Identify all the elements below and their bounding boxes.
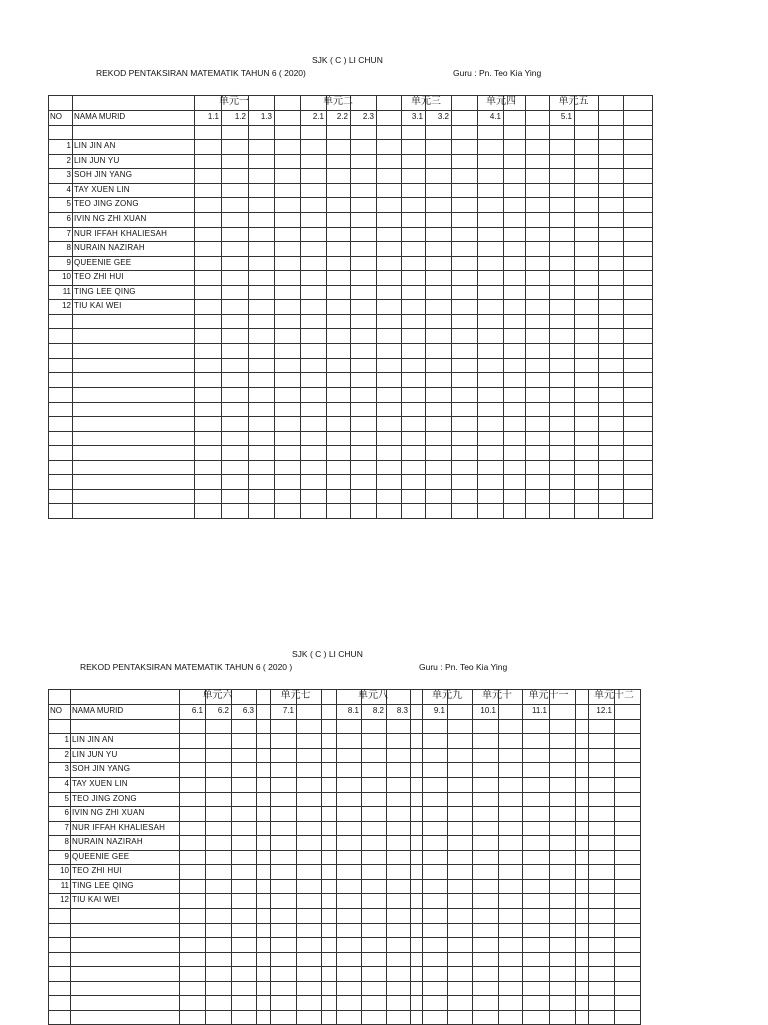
student-name: QUEENIE GEE — [72, 852, 130, 861]
grid-col-line — [300, 95, 301, 519]
student-name: TAY XUEN LIN — [74, 185, 130, 194]
grid-col-line — [472, 689, 473, 1025]
student-name: LIN JUN YU — [72, 750, 118, 759]
unit-header: 单元十 — [482, 690, 512, 701]
grid-row-line — [48, 937, 640, 938]
grid-row-line — [48, 748, 640, 749]
grid-col-line — [386, 689, 387, 1025]
subunit-header: 6.2 — [217, 706, 229, 715]
grid-row-line — [48, 923, 640, 924]
student-no: 4 — [66, 185, 71, 194]
grid-col-line — [503, 95, 504, 519]
grid-row-line — [48, 777, 640, 778]
grid-col-line — [410, 689, 411, 1025]
subunit-header: 2.3 — [362, 112, 374, 121]
unit-header: 单元十一 — [528, 690, 569, 701]
subunit-header: 8.1 — [347, 706, 359, 715]
student-no: 10 — [62, 272, 71, 281]
school-name-2: SJK ( C ) LI CHUN — [292, 649, 363, 659]
grid-col-line — [425, 95, 426, 519]
student-name: IVIN NG ZHI XUAN — [72, 808, 145, 817]
unit-header: 单元五 — [558, 96, 589, 107]
column-header-name: NAMA MURID — [74, 112, 126, 121]
grid-col-line — [422, 689, 423, 1025]
grid-col-line — [326, 95, 327, 519]
student-no: 12 — [62, 301, 71, 310]
student-name: TEO ZHI HUI — [72, 866, 122, 875]
unit-header: 单元七 — [280, 690, 311, 701]
student-name: LIN JIN AN — [74, 141, 116, 150]
unit-header: 单元四 — [486, 96, 516, 107]
student-name: TAY XUEN LIN — [72, 779, 128, 788]
student-name: NURAIN NAZIRAH — [74, 243, 145, 252]
grid-col-line — [336, 689, 337, 1025]
student-name: IVIN NG ZHI XUAN — [74, 214, 147, 223]
unit-header: 单元三 — [411, 96, 441, 107]
student-name: SOH JIN YANG — [74, 170, 133, 179]
grid-col-line — [205, 689, 206, 1025]
student-no: 8 — [64, 837, 69, 846]
student-name: LIN JIN AN — [72, 735, 114, 744]
grid-col-line — [296, 689, 297, 1025]
grid-col-line — [498, 689, 499, 1025]
grid-row-line — [48, 1010, 640, 1011]
grid-col-line — [350, 95, 351, 519]
grid-col-line — [274, 95, 275, 519]
student-name: NURAIN NAZIRAH — [72, 837, 143, 846]
student-name: SOH JIN YANG — [72, 764, 131, 773]
column-header-no: NO — [50, 706, 62, 715]
student-no: 9 — [64, 852, 69, 861]
grid-row-line — [48, 952, 640, 953]
subunit-header: 3.1 — [411, 112, 423, 121]
subunit-header: 12.1 — [596, 706, 612, 715]
school-name-1: SJK ( C ) LI CHUN — [312, 55, 383, 65]
grid-col-line — [194, 95, 195, 519]
grid-col-line — [221, 95, 222, 519]
subunit-header: 11.1 — [532, 706, 547, 715]
grid-col-line — [321, 689, 322, 1025]
subunit-header: 1.3 — [260, 112, 272, 121]
record-title-2: REKOD PENTAKSIRAN MATEMATIK TAHUN 6 ( 2020 ) — [80, 662, 293, 672]
column-header-no: NO — [50, 112, 62, 121]
student-no: 5 — [66, 199, 71, 208]
subunit-header: 7.1 — [282, 706, 294, 715]
unit-header: 单元十二 — [594, 690, 634, 701]
grid-row-line — [48, 908, 640, 909]
student-no: 1 — [66, 141, 71, 150]
subunit-header: 6.1 — [191, 706, 203, 715]
grid-row-line — [48, 762, 640, 763]
student-no: 7 — [64, 823, 69, 832]
student-no: 12 — [60, 895, 69, 904]
student-name: TIU KAI WEI — [74, 301, 122, 310]
grid-row-line — [48, 966, 640, 967]
student-no: 9 — [66, 258, 71, 267]
student-no: 11 — [60, 881, 69, 890]
unit-header: 单元二 — [323, 96, 353, 107]
grid-row-line — [48, 850, 640, 851]
grid-col-line — [447, 689, 448, 1025]
student-no: 11 — [62, 287, 71, 296]
grid-col-line — [522, 689, 523, 1025]
subunit-header: 1.2 — [234, 112, 246, 121]
student-name: TEO JING ZONG — [74, 199, 139, 208]
student-no: 1 — [64, 735, 69, 744]
subunit-header: 2.1 — [312, 112, 324, 121]
grid-col-line — [640, 689, 641, 1025]
student-name: TEO ZHI HUI — [74, 272, 124, 281]
unit-header: 单元八 — [358, 690, 388, 701]
student-no: 5 — [64, 794, 69, 803]
student-no: 4 — [64, 779, 69, 788]
student-no: 2 — [64, 750, 69, 759]
grid-row-line — [48, 864, 640, 865]
subunit-header: 8.3 — [396, 706, 408, 715]
student-name: TING LEE QING — [74, 287, 136, 296]
subunit-header: 4.1 — [489, 112, 501, 121]
grid-col-line — [376, 95, 377, 519]
student-no: 8 — [66, 243, 71, 252]
grid-col-line — [231, 689, 232, 1025]
unit-header: 单元九 — [432, 690, 462, 701]
grid-col-line — [179, 689, 180, 1025]
grid-col-line — [451, 95, 452, 519]
grid-col-line — [575, 689, 576, 1025]
student-name: NUR IFFAH KHALIESAH — [74, 229, 168, 238]
grid-col-line — [652, 95, 653, 519]
subunit-header: 9.1 — [433, 706, 445, 715]
grid-row-line — [48, 893, 640, 894]
student-no: 3 — [66, 170, 71, 179]
grid-col-line — [549, 95, 550, 519]
grid-row-line — [48, 879, 640, 880]
grid-row-line — [48, 981, 640, 982]
grid-col-line — [588, 689, 589, 1025]
student-name: TING LEE QING — [72, 881, 134, 890]
grid-col-line — [401, 95, 402, 519]
student-no: 6 — [64, 808, 69, 817]
grid-col-line — [256, 689, 257, 1025]
student-name: NUR IFFAH KHALIESAH — [72, 823, 166, 832]
grid-col-line — [270, 689, 271, 1025]
grid-col-line — [623, 95, 624, 519]
grid-row-line — [48, 733, 640, 734]
teacher-name-2: Guru : Pn. Teo Kia Ying — [419, 662, 508, 672]
grid-col-line — [598, 95, 599, 519]
student-name: LIN JUN YU — [74, 156, 120, 165]
subunit-header: 6.3 — [242, 706, 254, 715]
student-name: TEO JING ZONG — [72, 794, 137, 803]
student-no: 6 — [66, 214, 71, 223]
teacher-name-1: Guru : Pn. Teo Kia Ying — [453, 68, 542, 78]
grid-col-line — [477, 95, 478, 519]
subunit-header: 2.2 — [336, 112, 348, 121]
student-name: QUEENIE GEE — [74, 258, 132, 267]
subunit-header: 3.2 — [437, 112, 449, 121]
unit-header: 单元六 — [202, 690, 233, 701]
grid-col-line — [549, 689, 550, 1025]
subunit-header: 1.1 — [207, 112, 219, 121]
column-header-name: NAMA MURID — [72, 706, 124, 715]
subunit-header: 8.2 — [372, 706, 384, 715]
subunit-header: 5.1 — [560, 112, 572, 121]
unit-header: 单元一 — [219, 96, 249, 107]
grid-row-line — [48, 719, 640, 720]
student-no: 10 — [60, 866, 69, 875]
student-no: 7 — [66, 229, 71, 238]
grid-col-line — [361, 689, 362, 1025]
record-title-1: REKOD PENTAKSIRAN MATEMATIK TAHUN 6 ( 2020) — [96, 68, 306, 78]
grid-col-line — [525, 95, 526, 519]
subunit-header: 10.1 — [480, 706, 496, 715]
grid-col-line — [248, 95, 249, 519]
grid-row-line — [48, 995, 640, 996]
grid-col-line — [614, 689, 615, 1025]
student-name: TIU KAI WEI — [72, 895, 120, 904]
grid-col-line — [574, 95, 575, 519]
student-no: 3 — [64, 764, 69, 773]
student-no: 2 — [66, 156, 71, 165]
